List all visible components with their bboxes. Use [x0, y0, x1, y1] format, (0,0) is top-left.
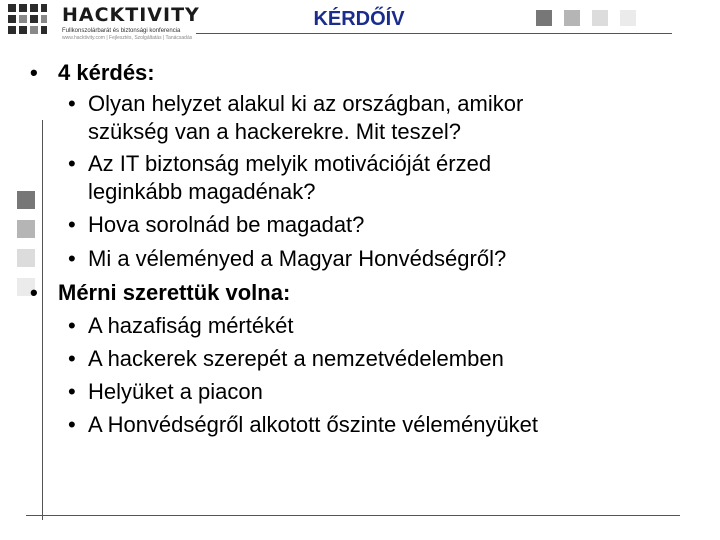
list-item-text: Olyan helyzet alakul ki az országban, amikor	[88, 91, 524, 116]
list-item	[68, 411, 539, 439]
list-item	[68, 245, 507, 273]
list-item	[68, 90, 524, 118]
list-item-text: leginkább magadénak?	[88, 179, 316, 204]
bullet: •	[30, 60, 38, 85]
bullet: •	[30, 280, 38, 305]
list-item-text: szükség van a hackerekre. Mit teszel?	[88, 119, 461, 144]
section-heading-text: 4 kérdés:	[58, 60, 155, 85]
list-item-continuation	[88, 118, 461, 146]
bullet: •	[68, 246, 76, 271]
bullet: •	[68, 91, 76, 116]
list-item-continuation	[88, 178, 316, 206]
list-item-text: Az IT biztonság melyik motivációját érzed	[88, 151, 492, 176]
list-item-text: Hova sorolnád be magadat?	[88, 212, 365, 237]
logo-tagline: Fullkonszolárbarát és biztonsági konferencia	[62, 28, 181, 34]
list-item-text: Mi a véleményed a Magyar Honvédségről?	[88, 246, 507, 271]
list-item	[68, 312, 294, 340]
section-heading-text: Mérni szerettük volna:	[58, 280, 291, 305]
slide-title: KÉRDŐÍV	[313, 8, 405, 30]
bullet: •	[68, 412, 76, 437]
logo-url: www.hacktivity.com | Fejlesztés, Szolgáltatás | Tanácsadás	[62, 35, 193, 41]
bullet: •	[68, 313, 76, 338]
list-item	[68, 211, 365, 239]
list-item-text: A hackerek szerepét a nemzetvédelemben	[88, 346, 504, 371]
bullet: •	[68, 151, 76, 176]
list-item-text: A hazafiság mértékét	[88, 313, 294, 338]
bullet: •	[68, 379, 76, 404]
list-item-text: A Honvédségről alkotott őszinte véleményüket	[88, 412, 539, 437]
list-item-text: Helyüket a piacon	[88, 379, 263, 404]
bullet: •	[68, 346, 76, 371]
list-item	[68, 345, 504, 373]
list-item	[68, 378, 263, 406]
bullet: •	[68, 212, 76, 237]
section-heading	[30, 60, 155, 86]
list-item	[68, 150, 492, 178]
section-heading	[30, 280, 291, 306]
logo-name: HACKTIVITY	[62, 4, 200, 26]
